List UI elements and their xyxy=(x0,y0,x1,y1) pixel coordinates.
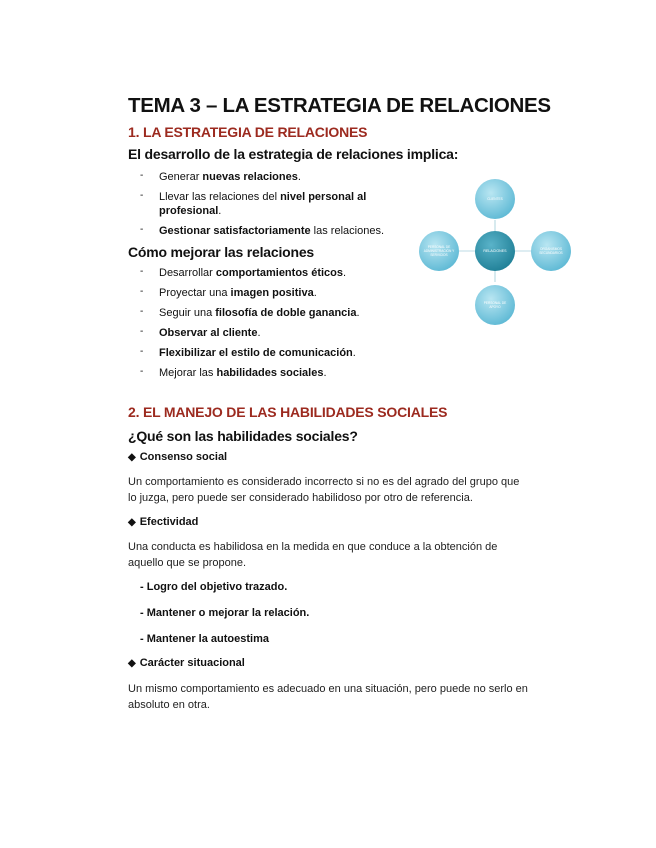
list-item: - Desarrollar comportamientos éticos. xyxy=(138,266,408,280)
improve-relations-heading: Cómo mejorar las relaciones xyxy=(128,244,315,260)
consenso-heading: ◆ Consenso social xyxy=(128,451,228,463)
improve-list xyxy=(138,266,408,386)
situacional-text: Un mismo comportamiento es adecuado en una situación, pero puede no serlo en absoluto en otra. xyxy=(128,683,528,711)
page-title: TEMA 3 – LA ESTRATEGIA DE RELACIONES xyxy=(128,94,551,117)
social-skills-question: ¿Qué son las habilidades sociales? xyxy=(128,428,358,444)
situacional-heading: ◆ Carácter situacional xyxy=(128,657,245,669)
list-item: - Generar nuevas relaciones. xyxy=(138,170,388,184)
list-item: - Flexibilizar el estilo de comunicación. xyxy=(138,346,408,360)
section-1-heading: 1. LA ESTRATEGIA DE RELACIONES xyxy=(128,124,368,140)
svg-text:SECUNDARIOS: SECUNDARIOS xyxy=(539,251,563,255)
diagram-node-center xyxy=(475,231,515,271)
list-item: - Llevar las relaciones del nivel personal al profesional. xyxy=(138,190,388,218)
diagram-node-right xyxy=(531,231,571,271)
list-item: - Seguir una filosofía de doble ganancia. xyxy=(138,306,408,320)
svg-text:PERSONAL DE: PERSONAL DE xyxy=(427,245,451,249)
svg-text:CLIENTES: CLIENTES xyxy=(487,197,503,201)
strategy-list xyxy=(138,170,388,244)
section-2-heading: 2. EL MANEJO DE LAS HABILIDADES SOCIALES xyxy=(128,404,448,420)
diamond-bullet-icon: ◆ xyxy=(128,517,136,528)
efectividad-text: Una conducta es habilidosa en la medida en que conduce a la obtención de aquello que se propone. xyxy=(128,541,498,569)
diamond-bullet-icon: ◆ xyxy=(128,452,136,463)
consenso-text: Un comportamiento es considerado incorrecto si no es del agrado del grupo que lo juzga, pero puede ser considerado habilidoso por otro de referencia. xyxy=(128,476,520,504)
efectividad-item: - Mantener o mejorar la relación. xyxy=(140,607,310,619)
efectividad-item: - Mantener la autoestima xyxy=(140,633,269,645)
diagram-node-left xyxy=(419,231,459,271)
relations-diagram xyxy=(418,174,572,328)
efectividad-heading: ◆ Efectividad xyxy=(128,516,199,528)
svg-text:SERVICIOS: SERVICIOS xyxy=(430,253,448,257)
svg-text:ORGANISMOS: ORGANISMOS xyxy=(540,247,562,251)
svg-text:APOYO: APOYO xyxy=(489,305,501,309)
diagram-node-bottom xyxy=(475,285,515,325)
diagram-node-top xyxy=(475,179,515,219)
svg-text:RELACIONES: RELACIONES xyxy=(483,249,507,253)
diamond-bullet-icon: ◆ xyxy=(128,658,136,669)
section-1-subheading: El desarrollo de la estrategia de relaciones implica: xyxy=(128,146,459,162)
svg-text:ADMINISTRACIÓN Y: ADMINISTRACIÓN Y xyxy=(423,249,455,253)
svg-text:PERSONAL DE: PERSONAL DE xyxy=(483,301,507,305)
list-item: - Gestionar satisfactoriamente las relaciones. xyxy=(138,224,388,238)
list-item: - Observar al cliente. xyxy=(138,326,408,340)
list-item: - Mejorar las habilidades sociales. xyxy=(138,366,408,380)
efectividad-item: - Logro del objetivo trazado. xyxy=(140,581,288,593)
list-item: - Proyectar una imagen positiva. xyxy=(138,286,408,300)
